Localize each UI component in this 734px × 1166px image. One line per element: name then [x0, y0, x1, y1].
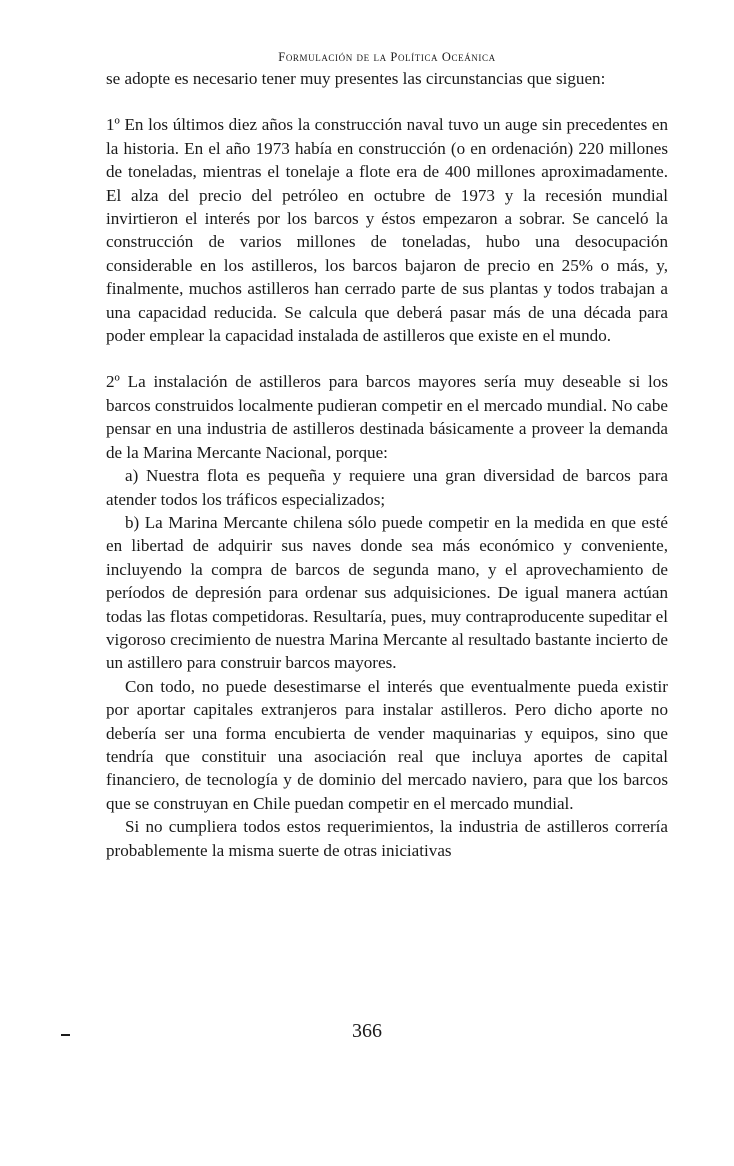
- point-1-paragraph: 1º En los últimos diez años la construcción naval tuvo un auge sin precedentes en la historia. En el año 1973 había en construcción (o en ordenación) 220 millones de toneladas, mientras el tonelaje a flote era de 400 millones aproximadamente. El alza del precio del petróleo en octubre de 1973 y la recesión mundial invirtieron el interés por los barcos y éstos empezaron a sobrar. Se canceló la construcción de varios millones de toneladas, hubo una desocupación considerable en los astilleros, los barcos bajaron de precio en 25% o más, y, finalmente, muchos astilleros han cerrado parte de sus plantas y todos trabajan a una capacidad reducida. Se calcula que deberá pasar más de una década para poder emplear la capacidad instalada de astilleros que existe en el mundo.: [106, 115, 668, 346]
- con-todo-paragraph: Con todo, no puede desestimarse el interés que eventualmente pueda existir por aportar capitales extranjeros para instalar astilleros. Pero dicho aporte no debería ser una forma encubierta de vender maquinarias y equipos, sino que tendría que constituir una asociación real que incluya aportes de capital financiero, de tecnología y de dominio del mercado naviero, para que los barcos que se construyan en Chile puedan competir en el mercado mundial.: [106, 676, 668, 813]
- point-2-paragraph: 2º La instalación de astilleros para barcos mayores sería muy deseable si los barcos construidos localmente pudieran competir en el mercado mundial. No cabe pensar en una industria de astilleros destinada básicamente a proveer la demanda de la Marina Mercante Nacional, porque:: [106, 372, 668, 462]
- item-a-paragraph: a) Nuestra flota es pequeña y requiere una gran diversidad de barcos para atender todos los tráficos especializados;: [106, 466, 668, 509]
- margin-dash-mark: [61, 1034, 70, 1036]
- si-no-paragraph: Si no cumpliera todos estos requerimientos, la industria de astilleros correría probablemente la misma suerte de otras iniciativas: [106, 817, 668, 860]
- page-number: 366: [352, 1020, 382, 1042]
- page-content: [106, 50, 668, 862]
- intro-paragraph: se adopte es necesario tener muy presentes las circunstancias que siguen:: [106, 69, 606, 88]
- running-title: Formulación de la Política Oceánica: [278, 50, 496, 64]
- item-b-paragraph: b) La Marina Mercante chilena sólo puede competir en la medida en que esté en libertad de adquirir sus naves donde sea más económico y conveniente, incluyendo la compra de barcos de segunda mano, y el aprovechamiento de períodos de depresión para ordenar sus adquisiciones. De igual manera actúan todas las flotas competidoras. Resultaría, pues, muy contraproducente supeditar el vigoroso crecimiento de nuestra Marina Mercante al resultado bastante incierto de un astillero para construir barcos mayores.: [106, 512, 668, 673]
